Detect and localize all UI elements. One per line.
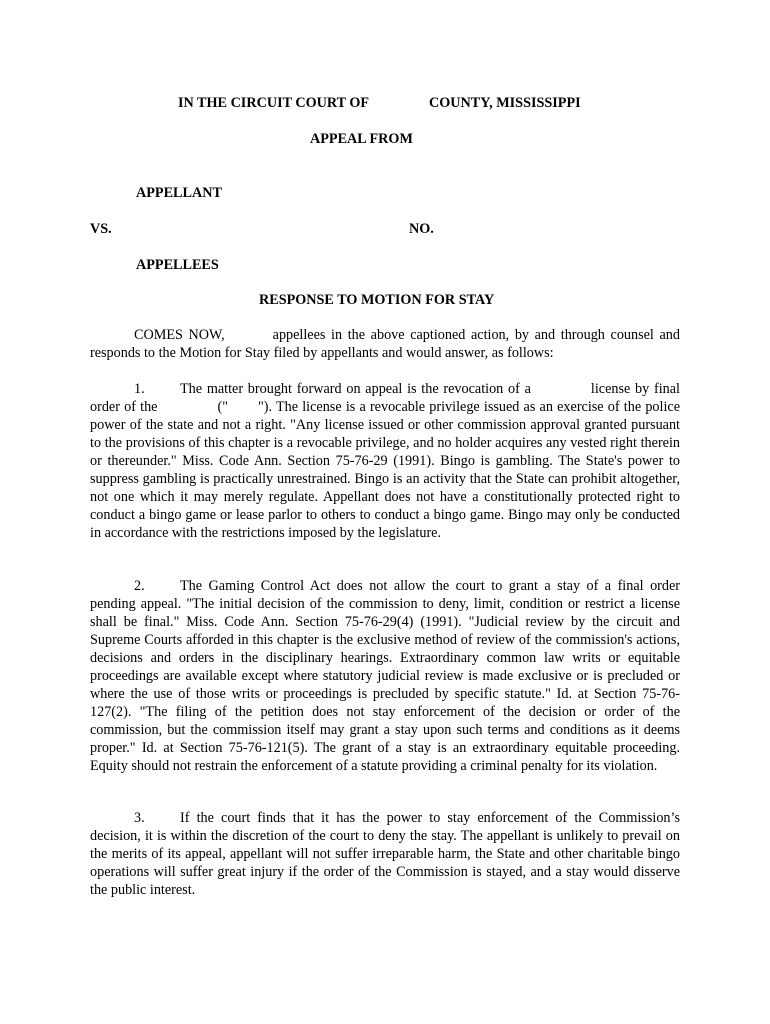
versus-label: VS. [90,221,112,237]
court-heading-right: COUNTY, MISSISSIPPI [429,95,581,111]
intro-comes-now: COMES NOW, [134,327,225,343]
paragraph-1 [90,380,680,542]
document-title: RESPONSE TO MOTION FOR STAY [259,292,495,308]
appellees-label: APPELLEES [136,257,219,273]
paragraph-text: If the court finds that it has the power to stay enforcement of the Commission’s decision, it is within the discretion of the court to deny the stay. The appellant is unlikely to prevail on the merits of its appeal, appellant will not suffer irreparable harm, the State and other charitable bingo operations will suffer great injury if the order of the Commission is stayed, and a stay would disserve the public interest. [90,810,680,898]
intro-paragraph [90,326,680,362]
paragraph-number: 3. [134,810,145,826]
paragraph-3 [90,809,680,899]
appeal-from-heading: APPEAL FROM [310,131,413,147]
paragraph-number: 2. [134,578,145,594]
intro-body: appellees in the above captioned action, by and through counsel and responds to the Motion for Stay filed by appellants and would answer, as follows: [90,327,680,361]
appellant-label: APPELLANT [136,185,222,201]
paragraph-number: 1. [134,381,145,397]
court-heading-left: IN THE CIRCUIT COURT OF [178,95,370,111]
paragraph-2 [90,577,680,775]
paragraph-text: The matter brought forward on appeal is the revocation of a [180,381,531,397]
paragraph-text: "). The license is a revocable privilege issued as an exercise of the police power of the state and not a right. "Any license issued or other commission approval granted pursuant to the provisions of this chapter is a revocable privilege, and no holder acquires any vested right therein or thereunder." Miss. Code Ann. Section 75-76-29 (1991). Bingo is gambling. The State's power to suppress gambling is practically unrestrained. Bingo is an activity that the State can prohibit altogether, not one which it may merely regulate. Appellant does not have a constitutionally protected right to conduct a bingo game or lease parlor to others to conduct a bingo game. Bingo may only be conducted in accordance with the restrictions imposed by the legislature. [90,399,680,541]
paragraph-text: The Gaming Control Act does not allow the court to grant a stay of a final order pending appeal. "The initial decision of the commission to deny, limit, condition or restrict a license shall be final." Miss. Code Ann. Section 75-76-29(4) (1991). "Judicial review by the circuit and Supreme Courts afforded in this chapter is the exclusive method of review of the commission's actions, decisions and orders in the disciplinary hearings. Extraordinary common law writs or equitable proceedings are available except where statutory judicial review is made exclusive or is precluded or where the use of those writs or proceedings is precluded by specific statute." Id. at Section 75-76-127(2). "The filing of the petition does not stay enforcement of the decision or order of the commission, but the commission itself may grant a stay upon such terms and conditions as it deems proper." Id. at Section 75-76-121(5). The grant of a stay is an extraordinary equitable proceeding. Equity should not restrain the enforcement of a statute providing a criminal penalty for its violation. [90,578,680,774]
paragraph-text: license by final order of the [90,381,680,415]
paragraph-text: (" [217,399,228,415]
case-number-label: NO. [409,221,434,237]
